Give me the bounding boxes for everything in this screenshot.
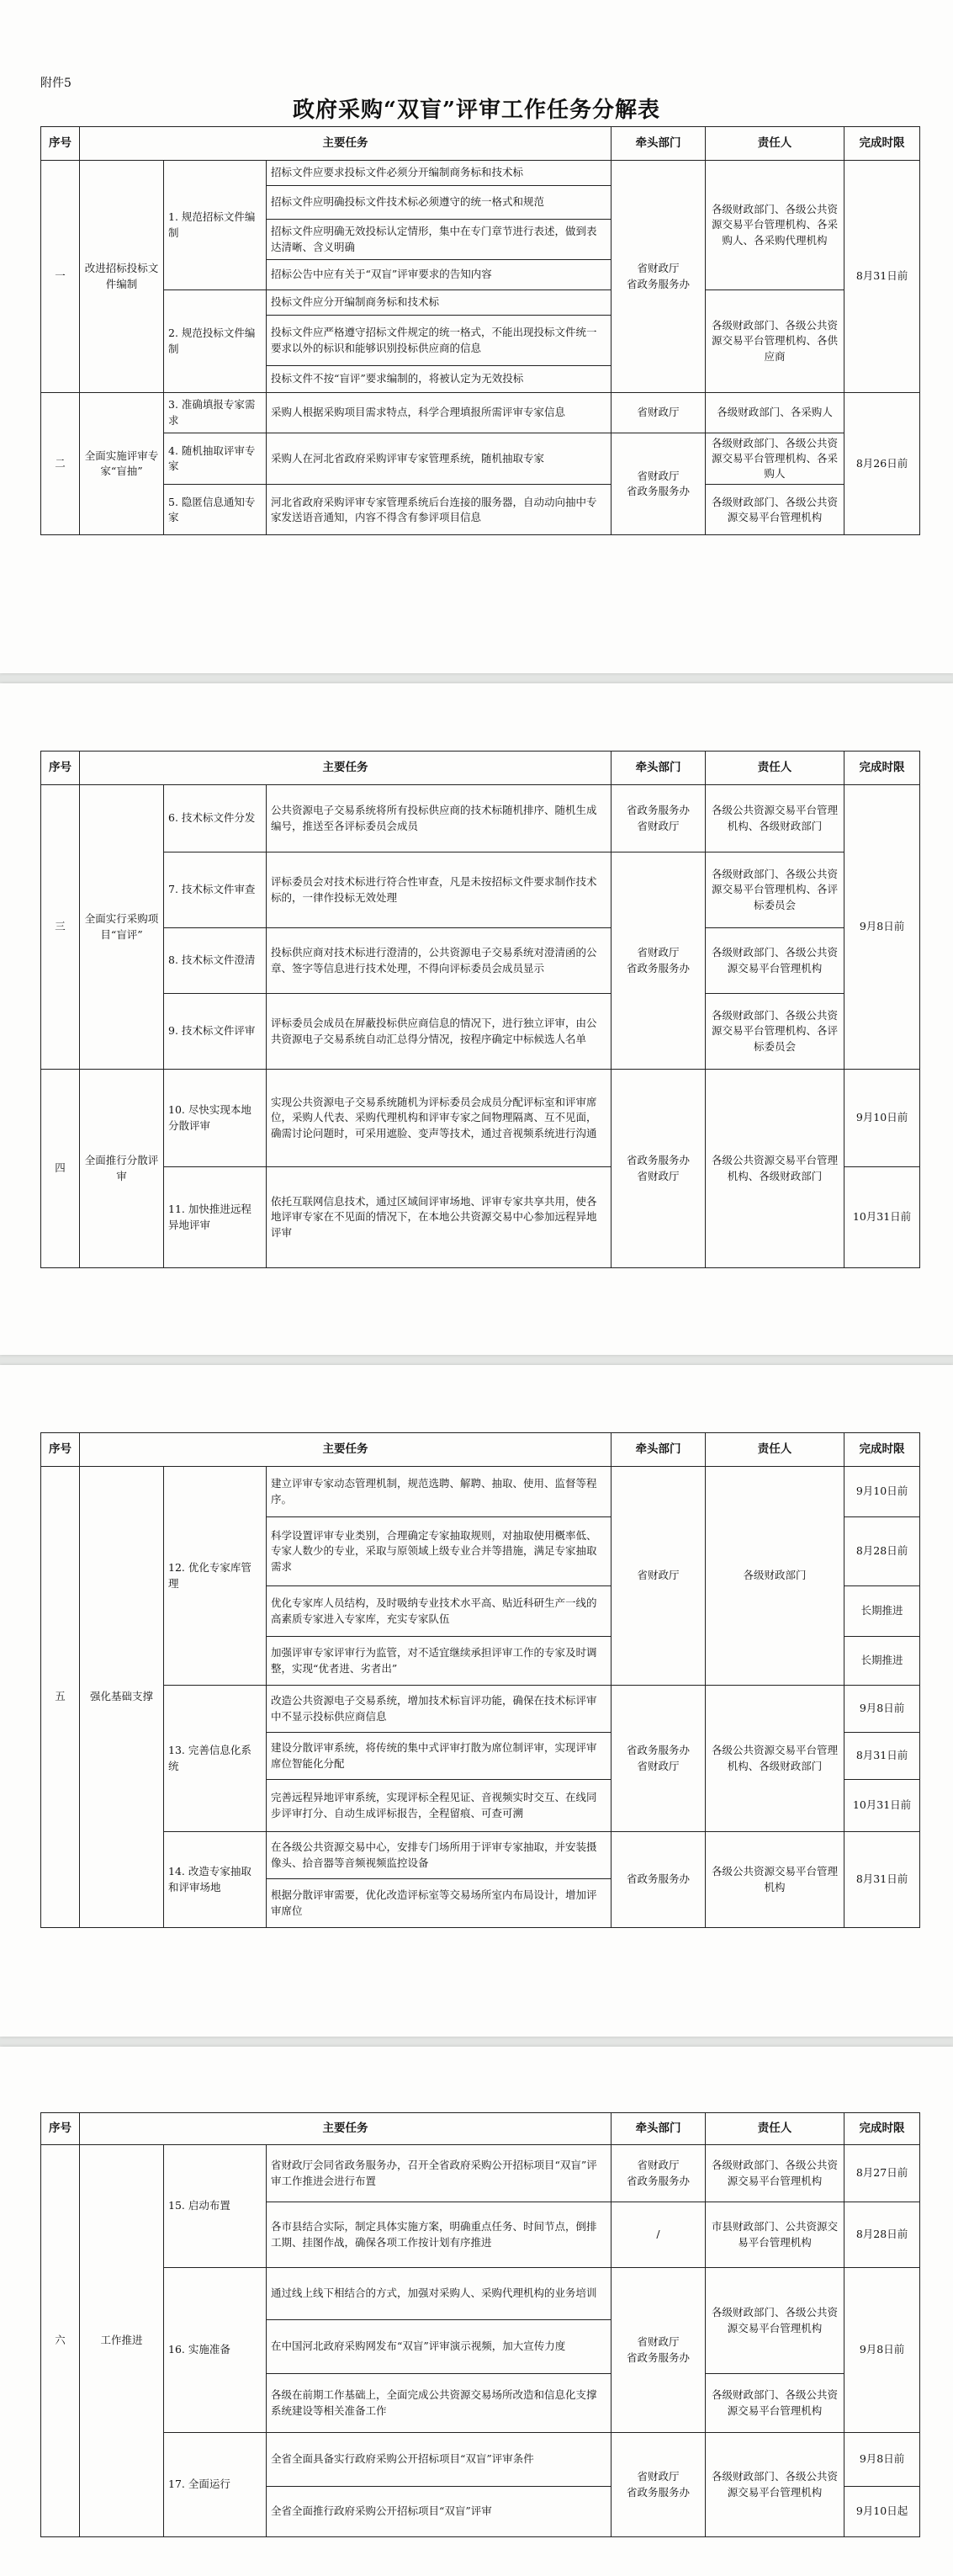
task-cell: 投标供应商对技术标进行澄清的，公共资源电子交易系统对澄清函的公章、签字等信息进行技术处理，不得向评标委员会成员显示	[267, 928, 612, 994]
table-row	[41, 2268, 920, 2320]
seq-cell: 一	[41, 161, 80, 393]
lead-cell: 省政务服务办	[612, 1832, 706, 1928]
resp-cell: 各级财政部门、各级公共资源交易平台管理机构	[706, 485, 844, 535]
resp-cell: 各级公共资源交易平台管理机构、各级财政部门	[706, 1070, 844, 1268]
document-title: 政府采购“双盲”评审工作任务分解表	[293, 98, 660, 123]
lead-cell: /	[612, 2202, 706, 2268]
task-cell: 评标委员会对技术标进行符合性审查，凡是未按招标文件要求制作技术标的，一律作投标无效处理	[267, 852, 612, 928]
area-cell: 全面推行分散评审	[80, 1070, 164, 1268]
seq-cell: 四	[41, 1070, 80, 1268]
resp-cell: 各级财政部门、各级公共资源交易平台管理机构、各采购人、各采购代理机构	[706, 161, 844, 290]
item-cell: 3. 准确填报专家需求	[164, 393, 267, 433]
resp-cell: 各级财政部门、各级公共资源交易平台管理机构、各评标委员会	[706, 994, 844, 1070]
table-row	[41, 785, 920, 852]
item-cell: 8. 技术标文件澄清	[164, 928, 267, 994]
table-row	[41, 290, 920, 316]
deadline-cell: 9月10日前	[844, 1467, 920, 1517]
lead-cell: 省财政厅 省政务服务办	[612, 2145, 706, 2202]
header-task: 主要任务	[80, 752, 612, 785]
task-cell: 全省全面具备实行政府采购公开招标项目“双盲”评审条件	[267, 2433, 612, 2487]
resp-cell: 各级财政部门、各级公共资源交易平台管理机构、各采购人	[706, 433, 844, 485]
header-deadline: 完成时限	[844, 1433, 920, 1467]
deadline-cell: 9月8日前	[844, 2268, 920, 2433]
header-lead: 牵头部门	[612, 1433, 706, 1467]
task-table-part-4	[40, 2112, 920, 2537]
task-cell: 实现公共资源电子交易系统随机为评标委员会成员分配评标室和评审席位，采购人代表、采购代理机构和评审专家之间物理隔离、互不见面，确需讨论问题时，可采用遮脸、变声等技术，通过音视频系统进行沟通	[267, 1070, 612, 1167]
resp-cell: 市县财政部门、公共资源交易平台管理机构	[706, 2202, 844, 2268]
area-cell: 全面实行采购项目“盲评”	[80, 785, 164, 1070]
lead-cell: 省政务服务办 省财政厅	[612, 785, 706, 852]
lead-cell: 省政务服务办 省财政厅	[612, 1686, 706, 1832]
header-deadline: 完成时限	[844, 2113, 920, 2145]
table-row	[41, 485, 920, 535]
seq-cell: 六	[41, 2145, 80, 2537]
table-row	[41, 161, 920, 186]
resp-cell: 各级财政部门、各级公共资源交易平台管理机构、各评标委员会	[706, 852, 844, 928]
item-cell: 11. 加快推进远程异地评审	[164, 1167, 267, 1268]
deadline-cell: 9月10日前	[844, 1070, 920, 1167]
lead-cell: 省财政厅 省政务服务办	[612, 852, 706, 1070]
area-cell: 全面实施评审专家“盲抽”	[80, 393, 164, 535]
seq-cell: 三	[41, 785, 80, 1070]
task-cell: 采购人根据采购项目需求特点，科学合理填报所需评审专家信息	[267, 393, 612, 433]
deadline-cell: 8月28日前	[844, 1517, 920, 1586]
task-cell: 通过线上线下相结合的方式，加强对采购人、采购代理机构的业务培训	[267, 2268, 612, 2320]
deadline-cell: 9月8日前	[844, 2433, 920, 2487]
table-row	[41, 1832, 920, 1879]
header-lead: 牵头部门	[612, 752, 706, 785]
item-cell: 16. 实施准备	[164, 2268, 267, 2433]
item-cell: 4. 随机抽取评审专家	[164, 433, 267, 485]
header-seq: 序号	[41, 1433, 80, 1467]
attachment-label: 附件5	[40, 77, 71, 90]
lead-cell: 省财政厅 省政务服务办	[612, 2433, 706, 2537]
item-cell: 7. 技术标文件审查	[164, 852, 267, 928]
deadline-cell: 9月10日起	[844, 2487, 920, 2537]
item-cell: 14. 改造专家抽取和评审场地	[164, 1832, 267, 1928]
resp-cell: 各级财政部门	[706, 1467, 844, 1686]
deadline-cell: 9月8日前	[844, 1686, 920, 1733]
task-cell: 改造公共资源电子交易系统，增加技术标盲评功能，确保在技术标评审中不显示投标供应商信息	[267, 1686, 612, 1733]
resp-cell: 各级财政部门、各级公共资源交易平台管理机构、各供应商	[706, 290, 844, 393]
deadline-cell: 长期推进	[844, 1586, 920, 1637]
area-cell: 工作推进	[80, 2145, 164, 2537]
task-table-part-1	[40, 126, 920, 535]
area-cell: 强化基础支撑	[80, 1467, 164, 1928]
table-row	[41, 852, 920, 928]
item-cell: 17. 全面运行	[164, 2433, 267, 2537]
resp-cell: 各级财政部门、各级公共资源交易平台管理机构	[706, 2268, 844, 2374]
deadline-cell: 10月31日前	[844, 1167, 920, 1268]
deadline-cell: 8月31日前	[844, 161, 920, 393]
task-cell: 在中国河北政府采购网发布“双盲”评审演示视频，加大宣传力度	[267, 2320, 612, 2374]
lead-cell: 省财政厅	[612, 1467, 706, 1686]
task-cell: 投标文件应分开编制商务标和技术标	[267, 290, 612, 316]
table-row	[41, 928, 920, 994]
task-cell: 全省全面推行政府采购公开招标项目“双盲”评审	[267, 2487, 612, 2537]
resp-cell: 各级财政部门、各级公共资源交易平台管理机构	[706, 2433, 844, 2537]
task-cell: 加强评审专家评审行为监管，对不适宜继续承担评审工作的专家及时调整，实现“优者进、劣者出”	[267, 1637, 612, 1686]
resp-cell: 各级财政部门、各级公共资源交易平台管理机构	[706, 2374, 844, 2433]
task-cell: 完善远程异地评审系统，实现评标全程见证、音视频实时交互、在线同步评审打分、自动生成评标报告，全程留痕、可查可溯	[267, 1780, 612, 1832]
item-cell: 10. 尽快实现本地分散评审	[164, 1070, 267, 1167]
item-cell: 1. 规范招标文件编制	[164, 161, 267, 290]
task-cell: 河北省政府采购评审专家管理系统后台连接的服务器，自动动向抽中专家发送语音通知，内容不得含有参评项目信息	[267, 485, 612, 535]
lead-cell: 省政务服务办 省财政厅	[612, 1070, 706, 1268]
table-row	[41, 1070, 920, 1167]
item-cell: 6. 技术标文件分发	[164, 785, 267, 852]
deadline-cell: 9月8日前	[844, 785, 920, 1070]
task-table-part-2	[40, 751, 920, 1268]
task-cell: 省财政厅会同省政务服务办，召开全省政府采购公开招标项目“双盲”评审工作推进会进行布置	[267, 2145, 612, 2202]
item-cell: 13. 完善信息化系统	[164, 1686, 267, 1832]
header-deadline: 完成时限	[844, 127, 920, 161]
header-task: 主要任务	[80, 127, 612, 161]
table-row	[41, 393, 920, 433]
deadline-cell: 8月26日前	[844, 393, 920, 535]
task-table-part-3	[40, 1432, 920, 1928]
deadline-cell: 8月27日前	[844, 2145, 920, 2202]
header-seq: 序号	[41, 2113, 80, 2145]
task-cell: 根据分散评审需要，优化改造评标室等交易场所室内布局设计，增加评审席位	[267, 1879, 612, 1928]
header-lead: 牵头部门	[612, 2113, 706, 2145]
table-row	[41, 2145, 920, 2202]
task-cell: 投标文件应严格遵守招标文件规定的统一格式，不能出现投标文件统一要求以外的标识和能够识别投标供应商的信息	[267, 316, 612, 366]
item-cell: 5. 隐匿信息通知专家	[164, 485, 267, 535]
table-row	[41, 994, 920, 1070]
header-seq: 序号	[41, 127, 80, 161]
task-cell: 招标公告中应有关于“双盲”评审要求的告知内容	[267, 260, 612, 290]
item-cell: 15. 启动布置	[164, 2145, 267, 2268]
task-cell: 各市县结合实际，制定具体实施方案，明确重点任务、时间节点，倒排工期、挂图作战，确保各项工作按计划有序推进	[267, 2202, 612, 2268]
resp-cell: 各级公共资源交易平台管理机构、各级财政部门	[706, 1686, 844, 1832]
area-cell: 改进招标投标文件编制	[80, 161, 164, 393]
task-cell: 投标文件不按“盲评”要求编制的，将被认定为无效投标	[267, 366, 612, 393]
header-lead: 牵头部门	[612, 127, 706, 161]
header-resp: 责任人	[706, 752, 844, 785]
resp-cell: 各级财政部门、各级公共资源交易平台管理机构	[706, 928, 844, 994]
task-cell: 公共资源电子交易系统将所有投标供应商的技术标随机排序、随机生成编号，推送至各评标委员会成员	[267, 785, 612, 852]
table-header-row	[41, 752, 920, 785]
header-seq: 序号	[41, 752, 80, 785]
header-deadline: 完成时限	[844, 752, 920, 785]
table-row	[41, 1686, 920, 1733]
deadline-cell: 10月31日前	[844, 1780, 920, 1832]
task-cell: 优化专家库人员结构，及时吸纳专业技术水平高、贴近科研生产一线的高素质专家进入专家库，充实专家队伍	[267, 1586, 612, 1637]
item-cell: 12. 优化专家库管理	[164, 1467, 267, 1686]
lead-cell: 省财政厅	[612, 393, 706, 433]
task-cell: 招标文件应明确投标文件技术标必须遵守的统一格式和规范	[267, 186, 612, 220]
item-cell: 9. 技术标文件评审	[164, 994, 267, 1070]
task-cell: 建立评审专家动态管理机制，规范选聘、解聘、抽取、使用、监督等程序。	[267, 1467, 612, 1517]
deadline-cell: 8月28日前	[844, 2202, 920, 2268]
task-cell: 建设分散评审系统，将传统的集中式评审打散为席位制评审，实现评审席位智能化分配	[267, 1733, 612, 1780]
task-cell: 评标委员会成员在屏蔽投标供应商信息的情况下，进行独立评审，由公共资源电子交易系统自动汇总得分情况，按程序确定中标候选人名单	[267, 994, 612, 1070]
lead-cell: 省财政厅 省政务服务办	[612, 161, 706, 393]
lead-cell: 省财政厅 省政务服务办	[612, 2268, 706, 2433]
task-cell: 采购人在河北省政府采购评审专家管理系统，随机抽取专家	[267, 433, 612, 485]
task-cell: 在各级公共资源交易中心，安排专门场所用于评审专家抽取，并安装摄像头、拾音器等音频视频监控设备	[267, 1832, 612, 1879]
task-cell: 招标文件应要求投标文件必须分开编制商务标和技术标	[267, 161, 612, 186]
lead-cell: 省财政厅 省政务服务办	[612, 433, 706, 535]
table-row	[41, 1467, 920, 1517]
task-cell: 科学设置评审专业类别，合理确定专家抽取规则，对抽取使用概率低、专家人数少的专业，采取与原领域上级专业合并等措施，满足专家抽取需求	[267, 1517, 612, 1586]
seq-cell: 五	[41, 1467, 80, 1928]
table-row	[41, 433, 920, 485]
table-header-row	[41, 127, 920, 161]
header-resp: 责任人	[706, 2113, 844, 2145]
deadline-cell: 8月31日前	[844, 1733, 920, 1780]
header-task: 主要任务	[80, 1433, 612, 1467]
resp-cell: 各级公共资源交易平台管理机构、各级财政部门	[706, 785, 844, 852]
resp-cell: 各级财政部门、各级公共资源交易平台管理机构	[706, 2145, 844, 2202]
resp-cell: 各级公共资源交易平台管理机构	[706, 1832, 844, 1928]
task-cell: 依托互联网信息技术，通过区域间评审场地、评审专家共享共用，使各地评审专家在不见面的情况下，在本地公共资源交易中心参加远程异地评审	[267, 1167, 612, 1268]
deadline-cell: 8月31日前	[844, 1832, 920, 1928]
header-task: 主要任务	[80, 2113, 612, 2145]
header-resp: 责任人	[706, 1433, 844, 1467]
table-header-row	[41, 1433, 920, 1467]
deadline-cell: 长期推进	[844, 1637, 920, 1686]
task-cell: 招标文件应明确无效投标认定情形，集中在专门章节进行表述，做到表达清晰、含义明确	[267, 220, 612, 260]
seq-cell: 二	[41, 393, 80, 535]
item-cell: 2. 规范投标文件编制	[164, 290, 267, 393]
table-header-row	[41, 2113, 920, 2145]
task-cell: 各级在前期工作基础上，全面完成公共资源交易场所改造和信息化支撑系统建设等相关准备工作	[267, 2374, 612, 2433]
header-resp: 责任人	[706, 127, 844, 161]
table-row	[41, 2433, 920, 2487]
resp-cell: 各级财政部门、各采购人	[706, 393, 844, 433]
